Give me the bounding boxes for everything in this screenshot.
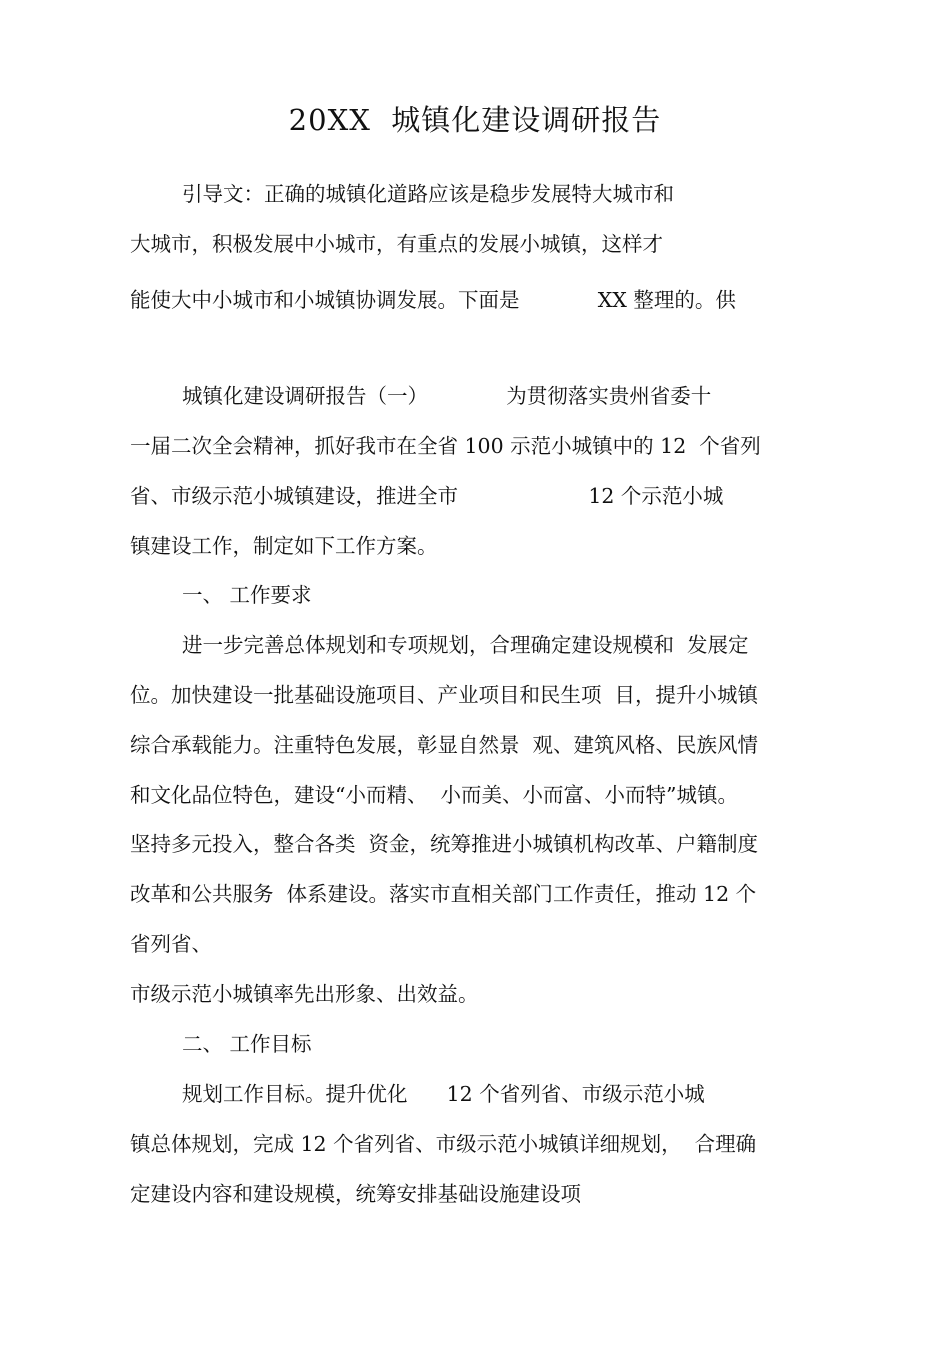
intro-line-3: 能使大中小城市和小城镇协调发展。下面是 XX 整理的。供: [130, 288, 736, 312]
body-line-3: 省、市级示范小城镇建设，推进全市 12 个示范小城: [130, 484, 724, 508]
document-title: 20XX 城镇化建设调研报告: [288, 103, 662, 137]
body-line-12: 市级示范小城镇率先出形象、出效益。: [130, 982, 479, 1006]
section-heading-2: 二、 工作目标: [182, 1032, 312, 1056]
intro-line-2: 大城市，积极发展中小城市，有重点的发展小城镇，这样才: [130, 232, 663, 256]
body-line-5: 进一步完善总体规划和专项规划，合理确定建设规模和 发展定: [182, 633, 749, 657]
body-line-6: 位。加快建设一批基础设施项目、产业项目和民生项 目，提升小城镇: [130, 683, 759, 707]
section-heading-1: 一、 工作要求: [182, 583, 312, 607]
body-line-7: 综合承载能力。注重特色发展，彰显自然景 观、建筑风格、民族风情: [130, 733, 759, 757]
body-line-4: 镇建设工作，制定如下工作方案。: [130, 534, 438, 558]
intro-line-1: 引导文：正确的城镇化道路应该是稳步发展特大城市和: [182, 182, 674, 206]
body-line-1: 城镇化建设调研报告（一） 为贯彻落实贵州省委十: [182, 384, 712, 408]
body-line-13: 规划工作目标。提升优化 12 个省列省、市级示范小城: [182, 1082, 705, 1106]
body-line-11: 省列省、: [130, 932, 212, 956]
body-line-15: 定建设内容和建设规模，统筹安排基础设施建设项: [130, 1182, 581, 1206]
body-line-8: 和文化品位特色，建设“小而精、 小而美、小而富、小而特”城镇。: [130, 783, 738, 807]
body-line-14: 镇总体规划，完成 12 个省列省、市级示范小城镇详细规划， 合理确: [130, 1132, 757, 1156]
body-line-9: 坚持多元投入，整合各类 资金，统筹推进小城镇机构改革、户籍制度: [130, 832, 759, 856]
body-line-2: 一届二次全会精神，抓好我市在全省 100 示范小城镇中的 12 个省列: [130, 434, 761, 458]
body-line-10: 改革和公共服务 体系建设。落实市直相关部门工作责任，推动 12 个: [130, 882, 757, 906]
